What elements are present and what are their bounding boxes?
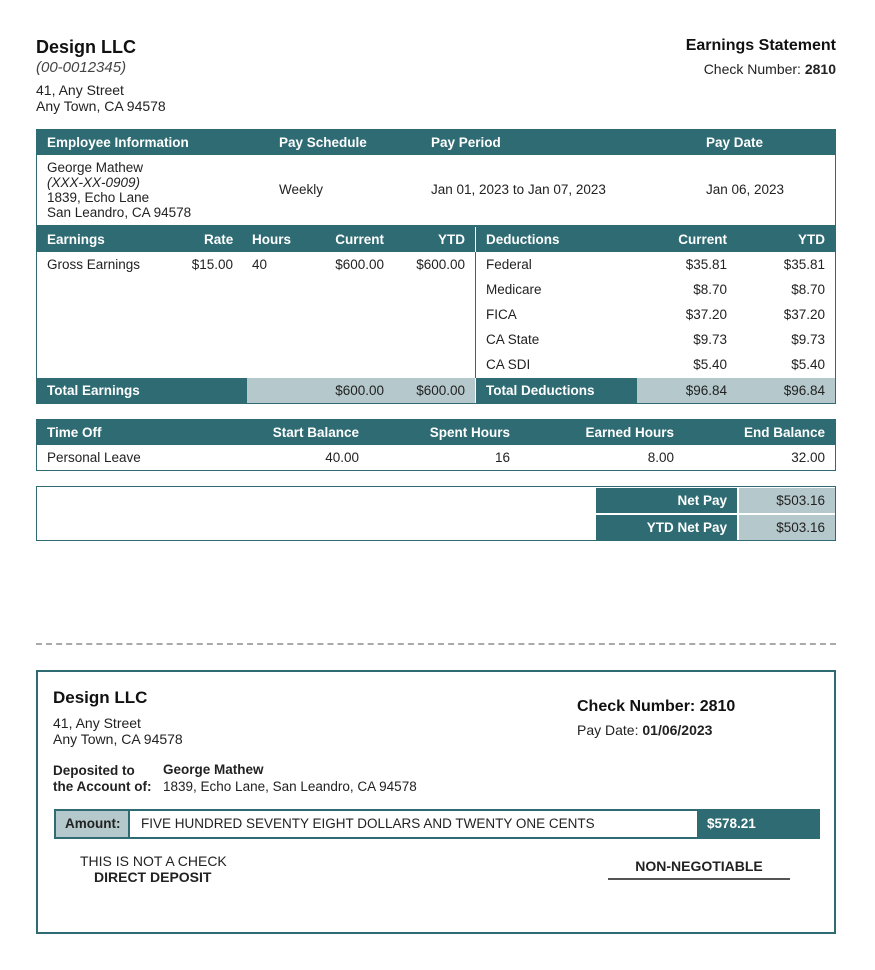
stub-address-line2: Any Town, CA 94578 (53, 731, 183, 747)
deduction-ytd: $9.73 (791, 332, 825, 347)
total-earnings-label-cell (37, 378, 247, 403)
cut-line-divider (36, 643, 836, 645)
earnings-header-current: Current (335, 232, 384, 247)
deduction-row (476, 277, 835, 302)
deductions-header-current: Current (678, 232, 727, 247)
deduction-ytd: $37.20 (783, 307, 825, 322)
deduction-row (476, 302, 835, 327)
earnings-header-rate: Rate (204, 232, 234, 247)
net-pay-value: $503.16 (776, 493, 825, 508)
employee-address-line1: 1839, Echo Lane (47, 190, 150, 205)
time-off-start: 40.00 (325, 450, 359, 465)
amount-label-cell (56, 811, 130, 837)
time-off-table (36, 419, 836, 471)
deductions-header (476, 227, 835, 252)
deduction-current: $37.20 (685, 307, 727, 322)
deduction-row (476, 327, 835, 352)
employee-table-header (37, 130, 835, 155)
earnings-header-hours: Hours (252, 232, 292, 247)
stub-check-number: Check Number: 2810 (577, 698, 736, 715)
earnings-row-hours: 40 (252, 257, 268, 272)
stub-pay-date-value: 01/06/2023 (642, 722, 713, 738)
earnings-row-name: Gross Earnings (47, 257, 141, 272)
deduction-current: $5.40 (693, 357, 727, 372)
ytd-net-pay-label: YTD Net Pay (646, 520, 727, 535)
deductions-header-label: Deductions (486, 232, 560, 247)
time-off-header-label: Time Off (47, 425, 102, 440)
earnings-header-ytd: YTD (438, 232, 465, 247)
ytd-net-pay-value-cell (739, 515, 835, 540)
check-number-value: 2810 (804, 61, 836, 77)
pay-period-value: Jan 01, 2023 to Jan 07, 2023 (431, 182, 606, 197)
check-number-label: Check Number: (703, 61, 801, 77)
pay-schedule-value: Weekly (279, 182, 324, 197)
ytd-net-pay-value: $503.16 (776, 520, 825, 535)
total-deductions-current: $96.84 (685, 383, 727, 398)
deduction-current: $9.73 (693, 332, 727, 347)
employee-info-table (36, 129, 836, 226)
time-off-header-spent: Spent Hours (429, 425, 510, 440)
net-pay-label-cell (596, 488, 737, 513)
time-off-header-earned: Earned Hours (585, 425, 674, 440)
deduction-name: CA State (486, 332, 540, 347)
earnings-header (37, 227, 475, 252)
earnings-row-ytd: $600.00 (416, 257, 465, 272)
total-deductions-label: Total Deductions (486, 383, 595, 398)
direct-deposit-text: DIRECT DEPOSIT (94, 869, 212, 885)
ytd-net-pay-label-cell (596, 515, 737, 540)
pay-date-value: Jan 06, 2023 (706, 182, 785, 197)
earnings-row (37, 252, 475, 277)
stub-pay-date-label: Pay Date: (577, 722, 639, 738)
employee-name: George Mathew (47, 160, 144, 175)
amount-value: $578.21 (707, 816, 756, 831)
not-a-check-text: THIS IS NOT A CHECK (80, 853, 227, 869)
time-off-header (37, 420, 835, 445)
amount-in-words: FIVE HUNDRED SEVENTY EIGHT DOLLARS AND TWENTY ONE CENTS (141, 816, 595, 831)
total-earnings-ytd: $600.00 (416, 383, 465, 398)
total-earnings-label: Total Earnings (47, 383, 140, 398)
earnings-deductions-table (36, 226, 836, 404)
deduction-row (476, 252, 835, 277)
employee-info-row (37, 155, 835, 225)
deduction-current: $8.70 (693, 282, 727, 297)
time-off-row (37, 445, 835, 470)
payee-name: George Mathew (163, 762, 264, 777)
net-pay-value-cell (739, 488, 835, 513)
company-address-line1: 41, Any Street (36, 82, 124, 98)
deduction-name: Federal (486, 257, 532, 272)
signature-line (608, 878, 790, 880)
net-pay-box (36, 486, 836, 541)
deduction-name: CA SDI (486, 357, 531, 372)
time-off-header-end: End Balance (743, 425, 825, 440)
employee-ssn: (XXX-XX-0909) (47, 175, 141, 190)
header-pay-schedule: Pay Schedule (279, 135, 367, 150)
time-off-end: 32.00 (791, 450, 825, 465)
total-deductions-ytd: $96.84 (783, 383, 825, 398)
deposited-to-label-line1: Deposited to (53, 763, 135, 778)
deduction-name: Medicare (486, 282, 542, 297)
net-pay-label: Net Pay (677, 493, 727, 508)
earnings-row-current: $600.00 (335, 257, 384, 272)
time-off-header-start: Start Balance (272, 425, 359, 440)
deduction-row (476, 352, 835, 377)
deduction-current: $35.81 (685, 257, 727, 272)
earnings-header-label: Earnings (47, 232, 105, 247)
deposited-to-label-line2: the Account of: (53, 779, 152, 794)
stub-address-line1: 41, Any Street (53, 715, 141, 731)
direct-deposit-stub (36, 670, 836, 934)
payee-address: 1839, Echo Lane, San Leandro, CA 94578 (163, 779, 417, 794)
deduction-ytd: $8.70 (791, 282, 825, 297)
header-pay-period: Pay Period (431, 135, 501, 150)
statement-title: Earnings Statement (685, 37, 836, 54)
time-off-spent: 16 (494, 450, 510, 465)
amount-value-cell (697, 811, 818, 837)
check-number-line (704, 61, 836, 77)
time-off-name: Personal Leave (47, 450, 141, 465)
header-pay-date: Pay Date (706, 135, 764, 150)
deductions-header-ytd: YTD (798, 232, 825, 247)
stub-company-name: Design LLC (53, 688, 148, 707)
deduction-ytd: $35.81 (783, 257, 825, 272)
amount-label: Amount: (65, 816, 121, 831)
stub-pay-date-line (577, 722, 712, 738)
employee-address-line2: San Leandro, CA 94578 (47, 205, 192, 220)
header-employee-information: Employee Information (47, 135, 189, 150)
company-id: (00-0012345) (36, 59, 127, 76)
non-negotiable-text: NON-NEGOTIABLE (635, 858, 763, 874)
total-deductions-values (637, 378, 835, 403)
company-name: Design LLC (36, 37, 137, 57)
amount-bar (54, 809, 820, 839)
total-deductions-label-cell (476, 378, 637, 403)
deduction-name: FICA (486, 307, 517, 322)
company-address-line2: Any Town, CA 94578 (36, 98, 166, 114)
total-earnings-current: $600.00 (335, 383, 384, 398)
total-earnings-values (247, 378, 475, 403)
earnings-row-rate: $15.00 (191, 257, 233, 272)
deduction-ytd: $5.40 (791, 357, 825, 372)
time-off-earned: 8.00 (647, 450, 674, 465)
